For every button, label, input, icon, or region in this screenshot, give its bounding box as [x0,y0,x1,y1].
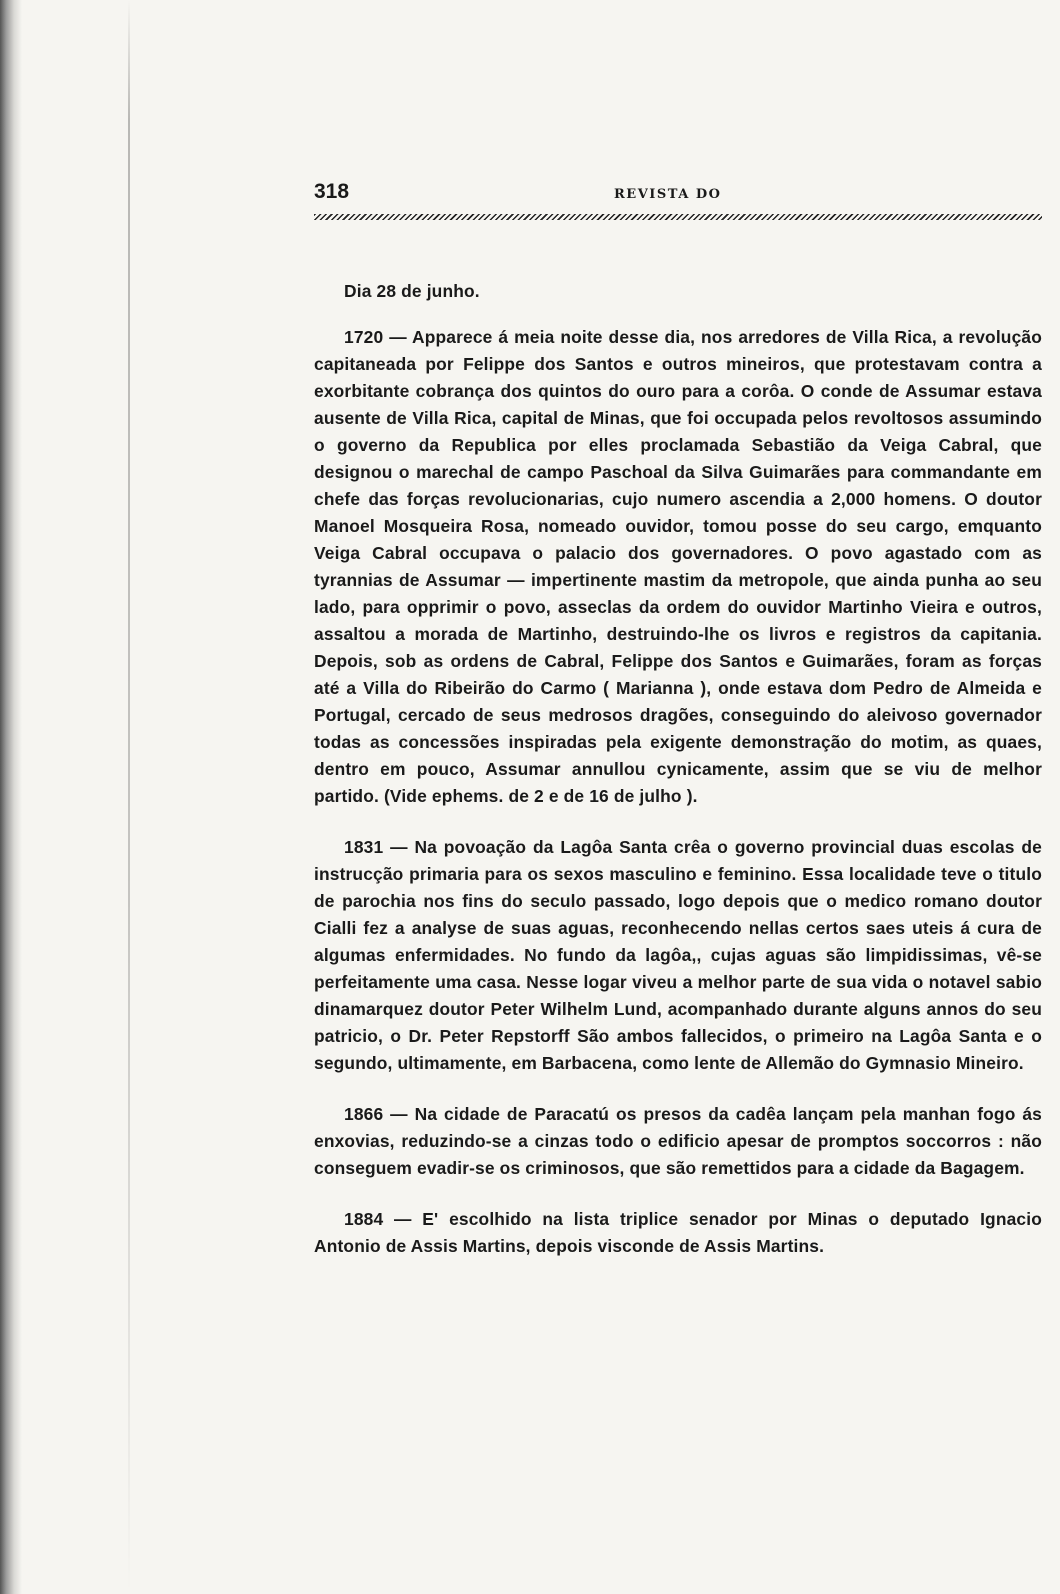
book-page [314,180,1042,1260]
page-body [314,278,1042,1260]
header-rule [314,214,1042,220]
entry-1831: 1831 — Na povoação da Lagôa Santa crêa o governo provincial duas escolas de instrucção primaria para os sexos masculino e feminino. Essa localidade teve o titulo de parochia nos fins do seculo passado, logo depois que o medico romano doutor Cialli fez a analyse de suas aguas, reconhecendo nellas certos saes uteis á cura de algumas enfermidades. No fundo da lagôa,, cujas aguas são limpidissimas, vê-se perfeitamente uma casa. Nesse logar viveu a melhor parte de sua vida o notavel sabio dinamarquez doutor Peter Wilhelm Lund, acompanhado durante alguns annos do seu patricio, o Dr. Peter Repstorff São ambos fallecidos, o primeiro na Lagôa Santa e o segundo, ultimamente, em Barbacena, como lente de Allemão do Gymnasio Mineiro. [314,837,1042,1073]
entry-1720: 1720 — Apparece á meia noite desse dia, nos arredores de Villa Rica, a revolução capitaneada por Felippe dos Santos e outros mineiros, que protestavam contra a exorbitante cobrança dos quintos do ouro para a corôa. O conde de Assumar estava ausente de Villa Rica, capital de Minas, que foi occupada pelos revoltosos assumindo o governo da Republica por elles proclamada Sebastião da Veiga Cabral, que designou o marechal de campo Paschoal da Silva Guimarães para commandante em chefe das forças revolucionarias, cujo numero ascendia a 2,000 homens. O doutor Manoel Mosqueira Rosa, nomeado ouvidor, tomou posse do seu cargo, emquanto Veiga Cabral occupava o palacio dos governadores. O povo agastado com as tyrannias de Assumar — impertinente mastim da metropole, que ainda punha ao seu lado, para opprimir o povo, asseclas da ordem do ouvidor Martinho Vieira e outros, assaltou a morada de Martinho, destruindo-lhe os livros e registros da capitania. Depois, sob as ordens de Cabral, Felippe dos Santos e Guimarães, foram as forças até a Villa do Ribeirão do Carmo ( Marianna ), onde estava dom Pedro de Almeida e Portugal, cercado de seus medrosos dragões, conseguindo do aleivoso governador todas as concessões inspiradas pela exigente demonstração do motim, as quaes, dentro em pouco, Assumar annullou cynicamente, assim que se viu de melhor partido. (Vide ephems. de 2 e de 16 de julho ). [314,327,1042,806]
entry-1884: 1884 — E' escolhido na lista triplice senador por Minas o deputado Ignacio Antonio de Assis Martins, depois visconde de Assis Martins. [314,1209,1042,1256]
running-head: REVISTA DO [614,187,722,202]
date-line: Dia 28 de junho. [344,281,480,301]
page-number: 318 [314,180,350,203]
entry-1866: 1866 — Na cidade de Paracatú os presos da cadêa lançam pela manhan fogo ás enxovias, reduzindo-se a cinzas todo o edificio apesar de promptos soccorros : não conseguem evadir-se os criminosos, que são remettidos para a cidade da Bagagem. [314,1104,1042,1178]
page-header [314,180,1042,214]
binding-shadow [0,0,22,1594]
page-edge-line [128,0,130,1594]
